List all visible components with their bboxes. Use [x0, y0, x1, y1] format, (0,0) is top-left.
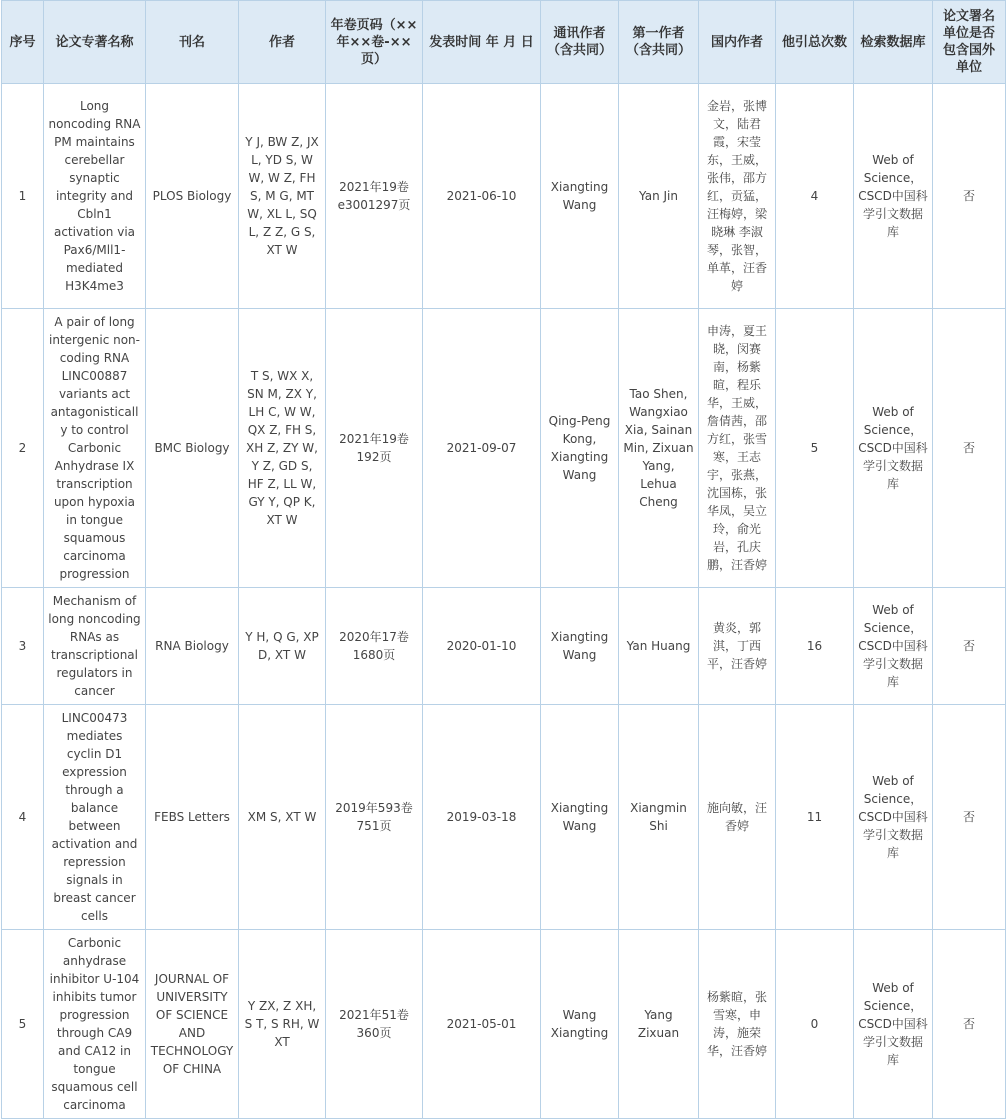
table-row	[2, 588, 1006, 705]
cell-database: Web of Science，CSCD中国科学引文数据库	[854, 84, 933, 309]
cell-foreign: 否	[933, 588, 1006, 705]
cell-domestic: 施向敏，汪香婷	[699, 705, 776, 930]
cell-journal: FEBS Letters	[146, 705, 239, 930]
header-first-author: 第一作者（含共同）	[619, 1, 699, 84]
cell-volume: 2021年51卷360页	[326, 930, 423, 1119]
cell-citations: 5	[776, 309, 854, 588]
cell-date: 2021-05-01	[423, 930, 541, 1119]
cell-domestic: 黄炎，郭淇，丁西平，汪香婷	[699, 588, 776, 705]
cell-volume: 2020年17卷1680页	[326, 588, 423, 705]
header-volume: 年卷页码（××年××卷-××页）	[326, 1, 423, 84]
cell-date: 2019-03-18	[423, 705, 541, 930]
cell-journal: BMC Biology	[146, 309, 239, 588]
cell-foreign: 否	[933, 930, 1006, 1119]
cell-first-author: Xiangmin Shi	[619, 705, 699, 930]
cell-citations: 4	[776, 84, 854, 309]
header-database: 检索数据库	[854, 1, 933, 84]
header-foreign: 论文署名单位是否包含国外单位	[933, 1, 1006, 84]
cell-domestic: 申涛，夏王晓，闵赛南，杨紫暄，程乐华，王威，詹倩茜，邵方红，张雪寒，王志宇，张燕，沈国栋，张华凤，吴立玲，俞光岩，孔庆鹏，汪香婷	[699, 309, 776, 588]
header-citations: 他引总次数	[776, 1, 854, 84]
cell-date: 2021-09-07	[423, 309, 541, 588]
cell-no: 1	[2, 84, 44, 309]
cell-authors: Y H, Q G, XP D, XT W	[239, 588, 326, 705]
cell-corresponding: Xiangting Wang	[541, 705, 619, 930]
cell-no: 2	[2, 309, 44, 588]
cell-citations: 11	[776, 705, 854, 930]
cell-no: 3	[2, 588, 44, 705]
cell-authors: Y J, BW Z, JX L, YD S, W W, W Z, FH S, M G, MT W, XL L, SQ L, Z Z, G S, XT W	[239, 84, 326, 309]
table-header-row	[2, 1, 1006, 84]
header-date: 发表时间 年 月 日	[423, 1, 541, 84]
cell-authors: XM S, XT W	[239, 705, 326, 930]
cell-citations: 0	[776, 930, 854, 1119]
cell-first-author: Yan Huang	[619, 588, 699, 705]
header-domestic: 国内作者	[699, 1, 776, 84]
cell-first-author: Yang Zixuan	[619, 930, 699, 1119]
cell-authors: Y ZX, Z XH, S T, S RH, W XT	[239, 930, 326, 1119]
cell-foreign: 否	[933, 84, 1006, 309]
cell-volume: 2021年19卷e3001297页	[326, 84, 423, 309]
cell-citations: 16	[776, 588, 854, 705]
header-no: 序号	[2, 1, 44, 84]
header-authors: 作者	[239, 1, 326, 84]
cell-authors: T S, WX X, SN M, ZX Y, LH C, W W, QX Z, FH S, XH Z, ZY W, Y Z, GD S, HF Z, LL W, GY Y, QP K, XT W	[239, 309, 326, 588]
cell-database: Web of Science，CSCD中国科学引文数据库	[854, 705, 933, 930]
cell-title: Carbonic anhydrase inhibitor U-104 inhibits tumor progression through CA9 and CA12 in tongue squamous cell carcinoma	[44, 930, 146, 1119]
cell-corresponding: Xiangting Wang	[541, 588, 619, 705]
cell-journal: RNA Biology	[146, 588, 239, 705]
cell-foreign: 否	[933, 309, 1006, 588]
cell-corresponding: Wang Xiangting	[541, 930, 619, 1119]
cell-first-author: Tao Shen, Wangxiao Xia, Sainan Min, Zixuan Yang, Lehua Cheng	[619, 309, 699, 588]
header-corresponding: 通讯作者（含共同）	[541, 1, 619, 84]
table-row	[2, 930, 1006, 1119]
cell-first-author: Yan Jin	[619, 84, 699, 309]
cell-no: 4	[2, 705, 44, 930]
papers-table	[1, 0, 1006, 1119]
cell-volume: 2019年593卷751页	[326, 705, 423, 930]
cell-database: Web of Science，CSCD中国科学引文数据库	[854, 588, 933, 705]
cell-date: 2020-01-10	[423, 588, 541, 705]
header-title: 论文专著名称	[44, 1, 146, 84]
table-row	[2, 84, 1006, 309]
cell-corresponding: Xiangting Wang	[541, 84, 619, 309]
cell-title: Long noncoding RNA PM maintains cerebellar synaptic integrity and Cbln1 activation via Pax6/Mll1-mediated H3K4me3	[44, 84, 146, 309]
cell-date: 2021-06-10	[423, 84, 541, 309]
cell-title: A pair of long intergenic non-coding RNA LINC00887 variants act antagonistically to control Carbonic Anhydrase IX transcription upon hypoxia in tongue squamous carcinoma progression	[44, 309, 146, 588]
header-journal: 刊名	[146, 1, 239, 84]
cell-database: Web of Science，CSCD中国科学引文数据库	[854, 930, 933, 1119]
cell-journal: JOURNAL OF UNIVERSITY OF SCIENCE AND TECHNOLOGY OF CHINA	[146, 930, 239, 1119]
cell-no: 5	[2, 930, 44, 1119]
cell-journal: PLOS Biology	[146, 84, 239, 309]
cell-volume: 2021年19卷192页	[326, 309, 423, 588]
cell-title: LINC00473 mediates cyclin D1 expression through a balance between activation and repression signals in breast cancer cells	[44, 705, 146, 930]
cell-domestic: 金岩，张博文，陆君霞，宋莹东，王威，张伟，邵方红，贡猛，汪梅婷，梁晓琳 李淑琴，张智，单革，汪香婷	[699, 84, 776, 309]
table-row	[2, 705, 1006, 930]
cell-foreign: 否	[933, 705, 1006, 930]
cell-title: Mechanism of long noncoding RNAs as transcriptional regulators in cancer	[44, 588, 146, 705]
cell-database: Web of Science，CSCD中国科学引文数据库	[854, 309, 933, 588]
cell-corresponding: Qing-Peng Kong, Xiangting Wang	[541, 309, 619, 588]
cell-domestic: 杨紫暄，张雪寒，申涛，施荣华，汪香婷	[699, 930, 776, 1119]
table-row	[2, 309, 1006, 588]
